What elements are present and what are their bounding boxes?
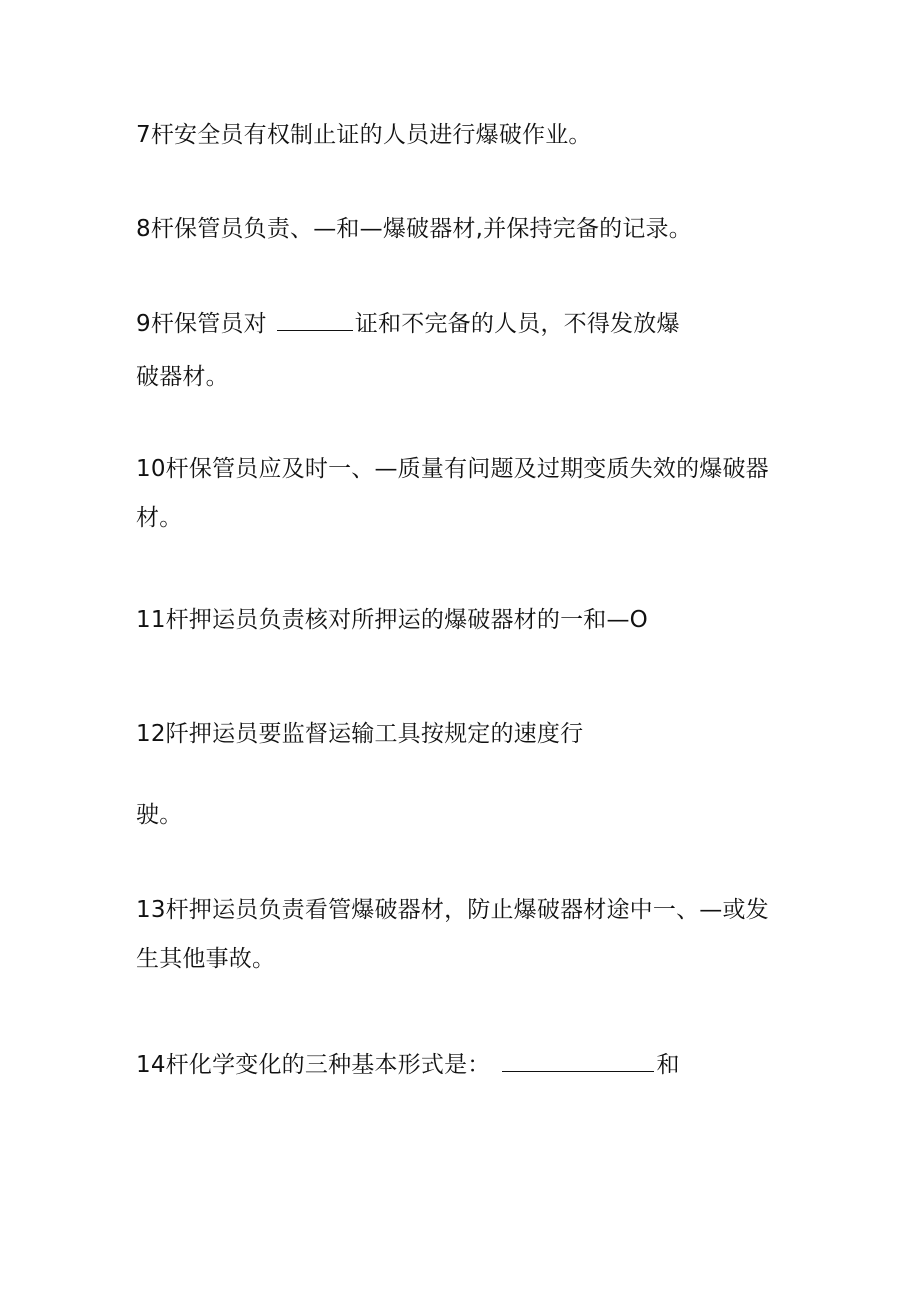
question-9-text-before: 9杆保管员对: [136, 311, 267, 337]
question-12-line-1: 12阡押运员要监督运输工具按规定的速度行: [136, 721, 584, 747]
question-13-line-2: 生其他事故。: [136, 946, 276, 972]
question-9-text-after: 证和不完备的人员，不得发放爆: [354, 311, 680, 337]
question-10-line-1: 10杆保管员应及时一、—质量有问题及过期变质失效的爆破器: [136, 456, 769, 482]
question-9-line-2: 破器材。: [136, 364, 229, 390]
question-7: 7杆安全员有权制止证的人员进行爆破作业。: [136, 122, 592, 148]
question-14-text-after: 和: [656, 1052, 680, 1078]
question-8: 8杆保管员负责、—和—爆破器材,并保持完备的记录。: [136, 216, 692, 242]
question-14-text-before: 14杆化学变化的三种基本形式是：: [136, 1052, 491, 1078]
fill-blank: [277, 308, 353, 331]
question-11: 11杆押运员负责核对所押运的爆破器材的一和—O: [136, 607, 648, 633]
question-13-line-1: 13杆押运员负责看管爆破器材，防止爆破器材途中一、—或发: [136, 897, 769, 923]
question-12-line-2: 驶。: [136, 802, 183, 828]
question-9-line-1: [136, 308, 680, 339]
fill-blank: [502, 1049, 654, 1072]
question-10-line-2: 材。: [136, 505, 183, 531]
question-14-line-1: [136, 1049, 680, 1080]
